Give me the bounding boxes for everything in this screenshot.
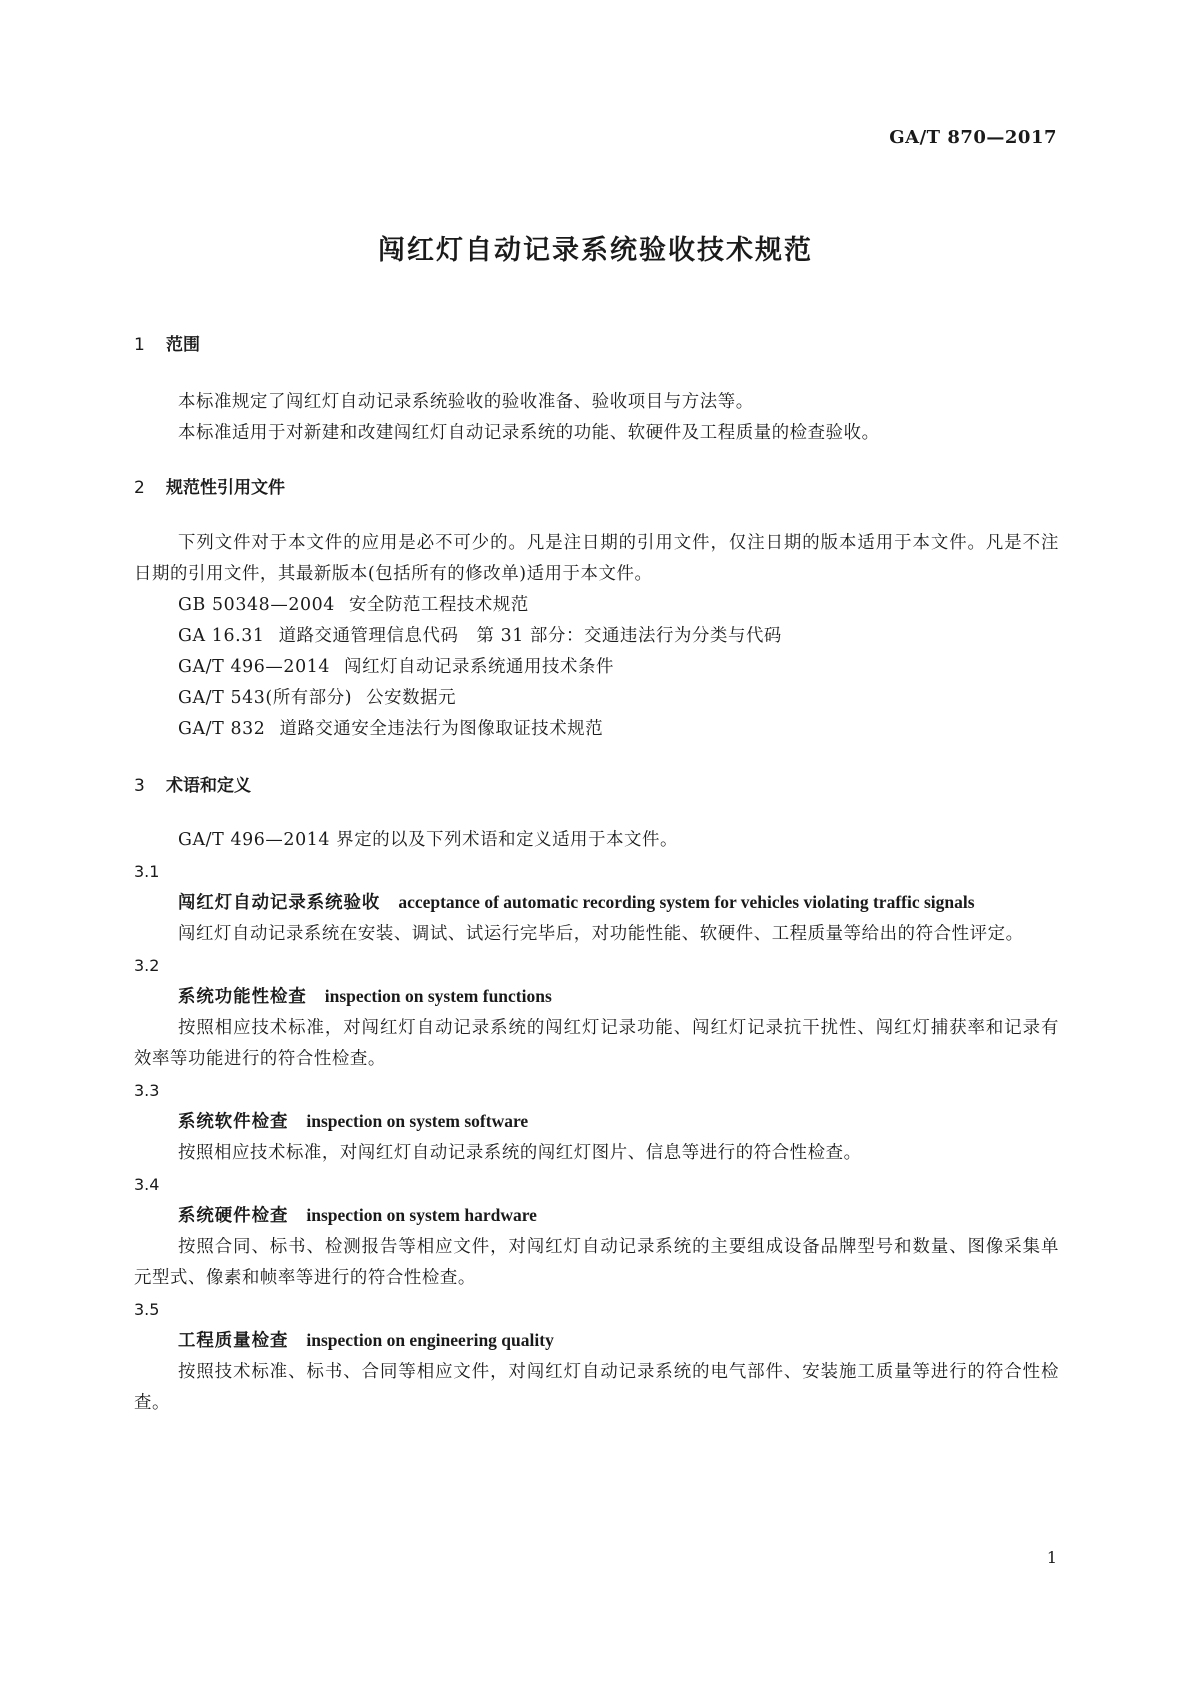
term-definition: 闯红灯自动记录系统在安装、调试、试运行完毕后，对功能性能、软硬件、工程质量等给出的符合性评定。 <box>178 924 1024 944</box>
document-title: 闯红灯自动记录系统验收技术规范 <box>378 235 813 266</box>
term-number: 3.2 <box>134 956 160 975</box>
scope-paragraph: 本标准规定了闯红灯自动记录系统验收的验收准备、验收项目与方法等。 <box>178 392 754 412</box>
term-heading <box>134 1106 1059 1138</box>
section-number: 2 <box>134 478 145 498</box>
reference-code: GA/T 496—2014 <box>178 657 331 677</box>
section-number: 3 <box>134 776 145 796</box>
reference-code: GA 16.31 <box>178 626 265 646</box>
reference-item <box>178 714 1059 745</box>
section-heading-terms <box>134 772 1059 800</box>
reference-title: 安全防范工程技术规范 <box>348 595 529 615</box>
term-zh: 工程质量检查 <box>178 1331 289 1351</box>
term-definition: 按照相应技术标准，对闯红灯自动记录系统的闯红灯记录功能、闯红灯记录抗干扰性、闯红灯捕获率和记录有效率等功能进行的符合性检查。 <box>134 1018 1059 1069</box>
term-definition: 按照相应技术标准，对闯红灯自动记录系统的闯红灯图片、信息等进行的符合性检查。 <box>178 1143 862 1163</box>
section-title: 规范性引用文件 <box>166 478 285 498</box>
section-heading-normative-references <box>134 474 1059 502</box>
section-title: 范围 <box>166 335 200 355</box>
term-en: inspection on engineering quality <box>306 1330 554 1350</box>
term-zh: 系统硬件检查 <box>178 1206 289 1226</box>
references-intro: 下列文件对于本文件的应用是必不可少的。凡是注日期的引用文件，仅注日期的版本适用于本文件。凡是不注日期的引用文件，其最新版本(包括所有的修改单)适用于本文件。 <box>134 533 1059 584</box>
term-number: 3.3 <box>134 1081 160 1100</box>
reference-item <box>178 590 1059 621</box>
term-en: inspection on system software <box>306 1111 529 1131</box>
term-definition: 按照技术标准、标书、合同等相应文件，对闯红灯自动记录系统的电气部件、安装施工质量等进行的符合性检查。 <box>134 1362 1059 1413</box>
term-number: 3.4 <box>134 1175 160 1194</box>
term-zh: 系统软件检查 <box>178 1112 289 1132</box>
term-zh: 闯红灯自动记录系统验收 <box>178 893 381 913</box>
terms-intro: GA/T 496—2014 界定的以及下列术语和定义适用于本文件。 <box>178 830 679 850</box>
reference-item <box>178 621 1059 652</box>
reference-code: GB 50348—2004 <box>178 595 335 615</box>
term-definition: 按照合同、标书、检测报告等相应文件，对闯红灯自动记录系统的主要组成设备品牌型号和数量、图像采集单元型式、像素和帧率等进行的符合性检查。 <box>134 1237 1059 1288</box>
term-en: acceptance of automatic recording system for vehicles violating traffic signals <box>398 892 975 912</box>
scope-paragraph: 本标准适用于对新建和改建闯红灯自动记录系统的功能、软硬件及工程质量的检查验收。 <box>178 423 880 443</box>
reference-item <box>178 683 1059 714</box>
document-body <box>134 331 1059 1419</box>
term-en: inspection on system hardware <box>306 1205 537 1225</box>
section-number: 1 <box>134 335 145 355</box>
section-heading-scope <box>134 331 1059 359</box>
reference-code: GA/T 832 <box>178 719 266 739</box>
term-heading <box>134 1325 1059 1357</box>
reference-title: 公安数据元 <box>366 688 457 708</box>
term-heading <box>134 887 1059 919</box>
term-en: inspection on system functions <box>324 986 552 1006</box>
term-number: 3.1 <box>134 862 160 881</box>
reference-code: GA/T 543(所有部分) <box>178 688 353 708</box>
reference-title: 道路交通安全违法行为图像取证技术规范 <box>279 719 604 739</box>
term-zh: 系统功能性检查 <box>178 987 307 1007</box>
standard-code: GA/T 870—2017 <box>889 127 1057 148</box>
reference-title: 道路交通管理信息代码 第 31 部分：交通违法行为分类与代码 <box>278 626 782 646</box>
section-title: 术语和定义 <box>166 776 251 796</box>
reference-item <box>178 652 1059 683</box>
reference-title: 闯红灯自动记录系统通用技术条件 <box>344 657 614 677</box>
term-number: 3.5 <box>134 1300 160 1319</box>
term-heading <box>134 981 1059 1013</box>
term-heading <box>134 1200 1059 1232</box>
page-number: 1 <box>1046 1548 1057 1567</box>
